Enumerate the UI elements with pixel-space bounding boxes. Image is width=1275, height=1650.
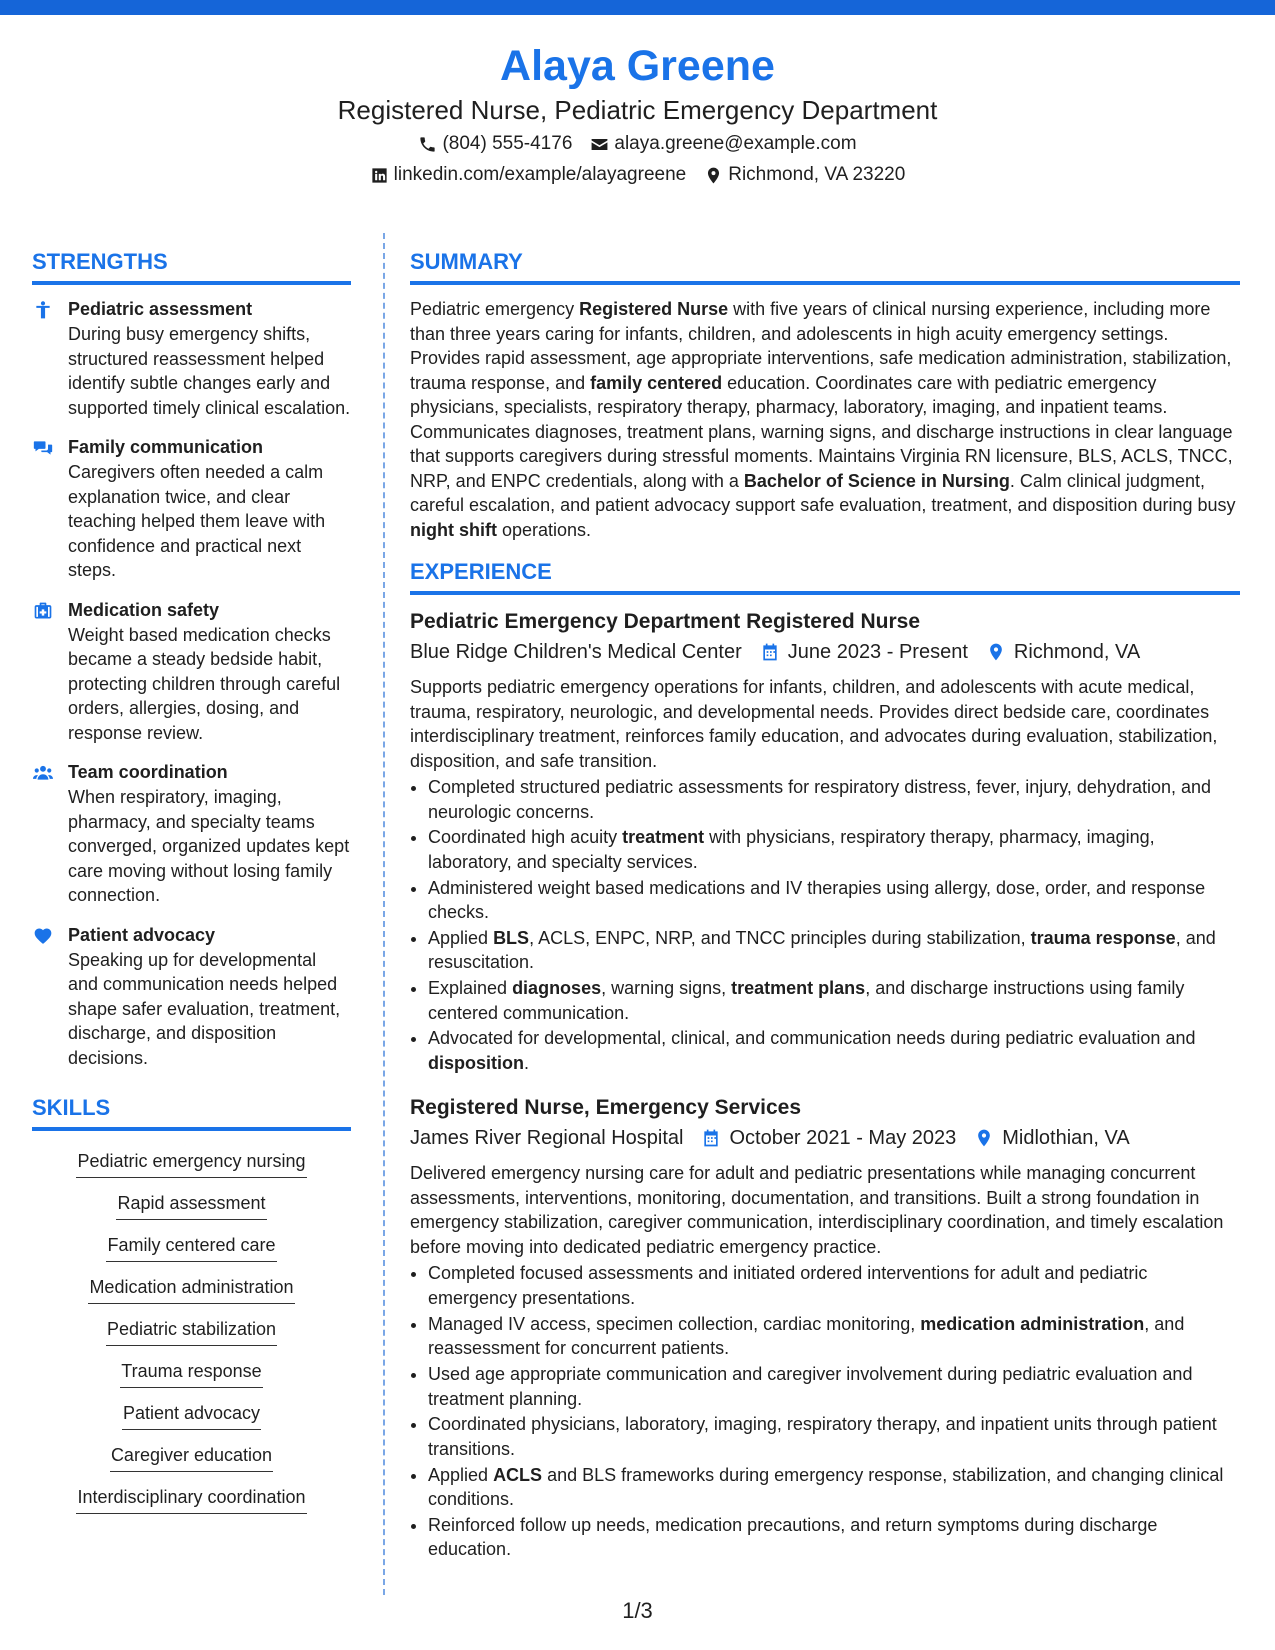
contact-email[interactable] [590, 130, 856, 158]
strength-title: Team coordination [68, 762, 228, 782]
strength-item [32, 598, 351, 746]
left-column [32, 246, 351, 1521]
strength-title: Family communication [68, 437, 264, 457]
job-location-text: Midlothian, VA [1002, 1127, 1130, 1150]
top-accent-bar [0, 0, 1275, 15]
job-title: Pediatric Emergency Department Registered Nurse [410, 610, 921, 633]
skill-item: Trauma response [120, 1358, 262, 1388]
skill-item: Family centered care [106, 1232, 276, 1262]
skill-item: Rapid assessment [116, 1190, 266, 1220]
job-bullet: • Administered weight based medications and IV therapies using allergy, dose, order, and response checks. [428, 876, 1240, 925]
job-location [974, 1123, 1129, 1153]
page-number: 1/3 [622, 1598, 653, 1623]
bold-phrase: Registered Nurse [579, 299, 729, 319]
strength-body [68, 435, 351, 583]
strength-icon-wrap [32, 435, 56, 583]
strength-item [32, 297, 351, 420]
strengths-heading: STRENGTHS [32, 246, 351, 285]
job-bullet: • Managed IV access, specimen collection, cardiac monitoring, medication administration, and reassessment for concurrent patients. [428, 1312, 1240, 1361]
skill-item: Caregiver education [110, 1442, 273, 1472]
envelope-icon [590, 135, 609, 154]
job-employer: Blue Ridge Children's Medical Center [410, 641, 742, 663]
strength-description: Weight based medication checks became a steady bedside habit, protecting children through careful orders, allergies, dosing, and response review. [68, 624, 341, 743]
contact-linkedin[interactable] [370, 161, 687, 189]
strength-body [68, 760, 351, 908]
job-dates-text: October 2021 - May 2023 [729, 1127, 957, 1150]
job-bullet: • Advocated for developmental, clinical, and communication needs during pediatric evaluation and disposition. [428, 1026, 1240, 1075]
bold-phrase: night shift [410, 519, 497, 540]
chat-bubbles-icon [32, 438, 54, 458]
strength-item [32, 760, 351, 908]
job-meta [410, 1123, 1240, 1153]
job-meta [410, 637, 1240, 667]
job-bullet: • Coordinated physicians, laboratory, imaging, respiratory therapy, and inpatient units through patient transitions. [428, 1412, 1240, 1461]
job-location-text: Richmond, VA [1013, 641, 1141, 663]
bold-phrase: ACLS [493, 1464, 543, 1485]
job-bullet: • Reinforced follow up needs, medication precautions, and return symptoms during discharge education. [428, 1513, 1240, 1562]
skill-item: Pediatric stabilization [106, 1316, 277, 1346]
strength-body [68, 923, 351, 1071]
strength-body [68, 297, 351, 420]
job-bullet: • Used age appropriate communication and caregiver involvement during pediatric evaluation and treatment planning. [428, 1362, 1240, 1411]
job-title: Registered Nurse, Emergency Services [410, 1096, 802, 1120]
phone-text: (804) 555-4176 [442, 133, 573, 154]
job-bullet: • Applied BLS, ACLS, ENPC, NRP, and TNCC principles during stabilization, trauma response, and resuscitation. [428, 926, 1240, 975]
strength-icon-wrap [32, 923, 56, 1071]
job-dates [760, 637, 968, 667]
job-bullet: • Coordinated high acuity treatment with physicians, respiratory therapy, pharmacy, imaging, laboratory, and specialty services. [428, 825, 1240, 874]
skill-item: Patient advocacy [122, 1400, 261, 1430]
strength-body [68, 598, 351, 746]
person-icon [32, 300, 54, 320]
job-description: Delivered emergency nursing care for adult and pediatric presentations while managing concurrent assessments, interventions, monitoring, documentation, and transitions. Built a strong foundation in emergency stabilization, caregiver communication, interdisciplinary coordination, and timely escalation before moving into dedicated pediatric emergency practice. [410, 1163, 1224, 1257]
bold-phrase: family centered [590, 372, 723, 393]
heart-icon [32, 926, 54, 946]
contact-location [704, 161, 905, 189]
candidate-name: Alaya Greene [500, 42, 775, 90]
map-pin-icon [974, 1128, 994, 1148]
strength-title: Pediatric assessment [68, 299, 253, 319]
strength-description: During busy emergency shifts, structured reassessment helped identify subtle changes early and supported timely clinical escalation. [68, 324, 351, 418]
email-text: alaya.greene@example.com [614, 133, 857, 154]
linkedin-icon [370, 166, 389, 185]
bold-phrase: trauma response [1030, 927, 1176, 948]
linkedin-text: linkedin.com/example/alayagreene [393, 164, 687, 185]
experience-heading: EXPERIENCE [410, 556, 1240, 595]
bold-phrase: BLS [493, 927, 530, 948]
strength-item [32, 435, 351, 583]
contact-phone[interactable] [418, 130, 572, 158]
location-text: Richmond, VA 23220 [728, 164, 906, 185]
medkit-icon [32, 601, 54, 621]
strength-description: Speaking up for developmental and communication needs helped shape safer evaluation, treatment, discharge, and disposition decisions. [68, 949, 341, 1068]
strengths-list [32, 297, 351, 1070]
calendar-icon [760, 642, 780, 662]
contact-row-2 [0, 161, 1275, 189]
job-bullet: • Completed focused assessments and initiated ordered interventions for adult and pediatric emergency presentations. [428, 1261, 1240, 1310]
bold-phrase: treatment [622, 827, 705, 848]
users-icon [32, 763, 54, 783]
summary-heading: SUMMARY [410, 246, 1240, 285]
job-entry [410, 1093, 1240, 1561]
job-dates [701, 1123, 956, 1153]
job-description: Supports pediatric emergency operations for infants, children, and adolescents with acute medical, trauma, respiratory, neurologic, and developmental needs. Provides direct bedside care, coordinates interdisciplinary treatment, reinforces family education, and advocates during evaluation, stabilization, disposition, and safe transition. [410, 677, 1218, 771]
strength-description: When respiratory, imaging, pharmacy, and specialty teams converged, organized updates kept care moving without losing family connection. [68, 787, 350, 905]
map-pin-icon [986, 642, 1006, 662]
headline: Registered Nurse, Pediatric Emergency Department [337, 95, 938, 125]
skill-item: Medication administration [88, 1274, 294, 1304]
bold-phrase: medication administration [920, 1313, 1145, 1334]
right-column [410, 246, 1240, 1563]
strength-icon-wrap [32, 297, 56, 420]
bold-phrase: Bachelor of Science in Nursing [743, 470, 1010, 491]
phone-icon [418, 135, 437, 154]
job-bullet: • Completed structured pediatric assessments for respiratory distress, fever, injury, dehydration, and neurologic concerns. [428, 775, 1240, 824]
strength-item [32, 923, 351, 1071]
job-location [986, 637, 1140, 667]
strength-icon-wrap [32, 760, 56, 908]
skills-list [32, 1143, 351, 1521]
experience-list [410, 607, 1240, 1562]
job-entry [410, 607, 1240, 1075]
job-bullet: • Applied ACLS and BLS frameworks during emergency response, stabilization, and changing clinical conditions. [428, 1463, 1240, 1512]
calendar-icon [701, 1128, 721, 1148]
job-employer: James River Regional Hospital [410, 1127, 684, 1150]
job-bullets [410, 775, 1240, 1075]
contact-row-1 [0, 130, 1275, 158]
job-dates-text: June 2023 - Present [787, 641, 968, 663]
job-bullet: • Explained diagnoses, warning signs, treatment plans, and discharge instructions using family centered communication. [428, 976, 1240, 1025]
strength-description: Caregivers often needed a calm explanation twice, and clear teaching helped them leave with confidence and practical next steps. [68, 462, 326, 580]
resume-header [0, 40, 1275, 189]
bold-phrase: disposition [428, 1052, 524, 1073]
map-pin-icon [704, 166, 723, 185]
skill-item: Pediatric emergency nursing [76, 1148, 306, 1178]
strength-icon-wrap [32, 598, 56, 746]
job-bullets [410, 1261, 1240, 1561]
bold-phrase: diagnoses [512, 978, 602, 999]
column-divider [383, 233, 385, 1595]
strength-title: Medication safety [68, 599, 220, 620]
bold-phrase: treatment plans [731, 978, 866, 999]
strength-title: Patient advocacy [68, 924, 216, 945]
skill-item: Interdisciplinary coordination [76, 1484, 306, 1514]
skills-heading: SKILLS [32, 1092, 351, 1131]
summary-text: Pediatric emergency Registered Nurse with five years of clinical nursing experience, including more than three years caring for infants, children, and adolescents in high acuity emergency settings. Provides rapid assessment, age appropriate interventions, safe medication administration, stabilization, trauma response, and family centered education. Coordinates care with pediatric emergency physicians, specialists, respiratory therapy, pharmacy, laboratory, imaging, and inpatient teams. Communicates diagnoses, treatment plans, warning signs, and discharge instructions in clear language that supports caregivers during stressful moments. Maintains Virginia RN licensure, BLS, ACLS, TNCC, NRP, and ENPC credentials, along with a Bachelor of Science in Nursing. Calm clinical judgment, careful escalation, and patient advocacy support safe evaluation, treatment, and disposition during busy night shift operations. [410, 299, 1236, 540]
